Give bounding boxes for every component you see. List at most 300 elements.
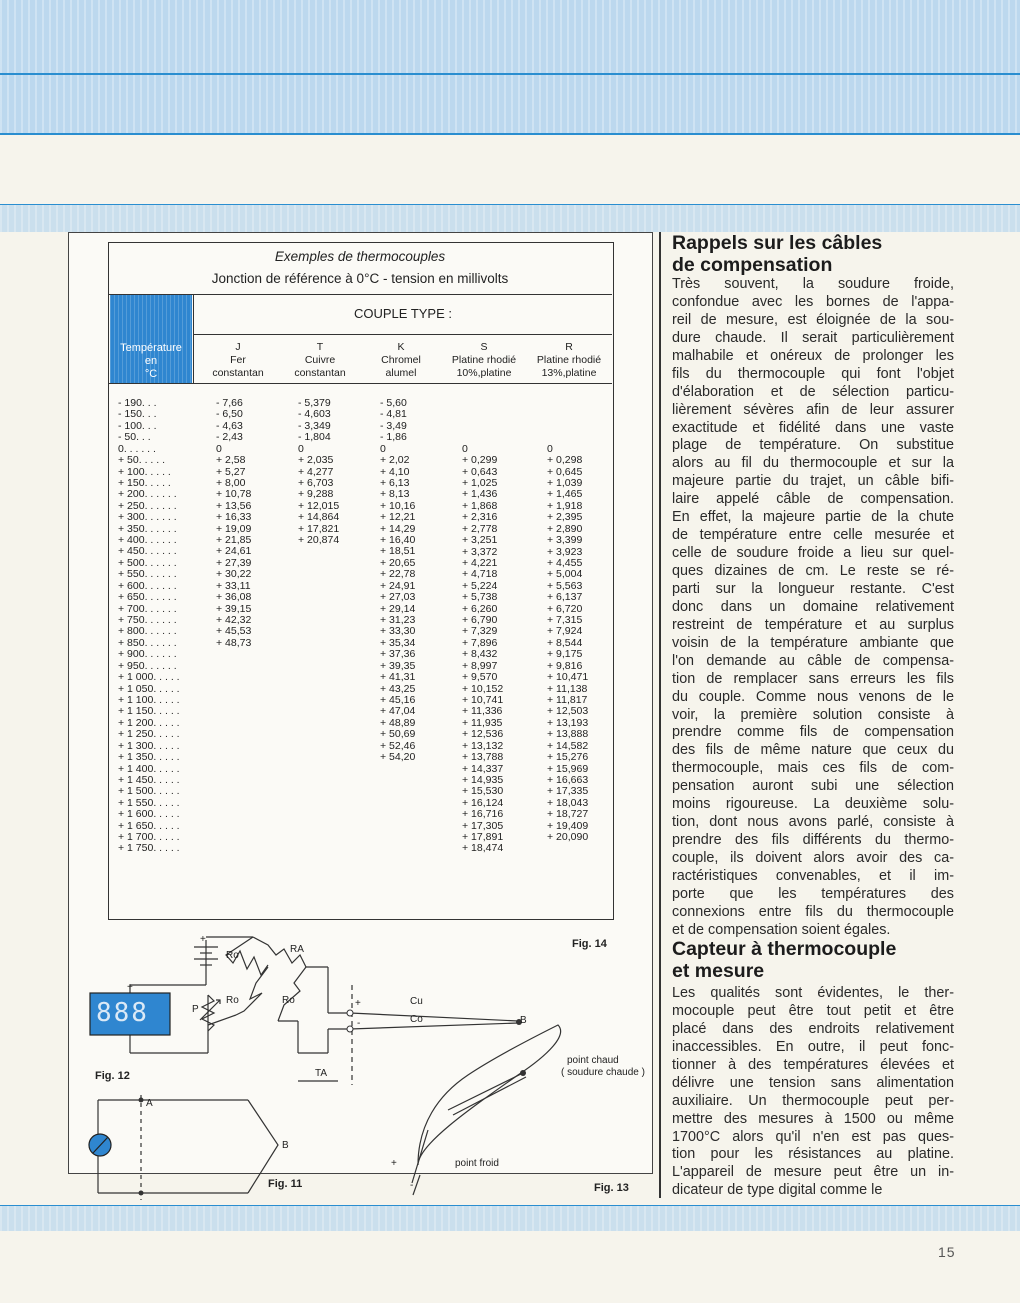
table-cell: + 15,969 — [547, 762, 589, 775]
table-title: Exemples de thermocouples — [274, 249, 446, 264]
table-cell: + 11,138 — [547, 682, 588, 695]
header-line: Chromel — [381, 354, 421, 366]
table-cell: + 17,335 — [547, 785, 589, 798]
table-cell: + 18,51 — [380, 545, 416, 558]
table-cell: + 9,288 — [298, 488, 334, 501]
column-header-R — [528, 341, 610, 380]
table-cell: + 13,193 — [547, 716, 589, 729]
table-cell: + 35,34 — [380, 636, 416, 649]
table-cell: + 2,778 — [462, 522, 498, 535]
table-cell: + 5,224 — [462, 579, 498, 592]
text-line: Très souvent, la soudure froide, — [672, 276, 954, 292]
heading-line: Capteur à thermocouple — [672, 938, 897, 960]
label-ro: Ro — [226, 995, 239, 1006]
label-minus: - — [357, 1018, 361, 1029]
type-T-column — [298, 398, 339, 546]
header-line: Platine rhodié — [451, 354, 517, 366]
table-cell: + 1 150. . . . . — [118, 705, 180, 718]
column-header-S — [442, 341, 526, 380]
table-cell: + 1 050. . . . . — [118, 682, 180, 695]
table-cell: + 17,305 — [462, 819, 504, 832]
table-cell: + 2,58 — [216, 454, 246, 467]
table-cell: + 50. . . . . — [118, 454, 165, 467]
table-cell: + 2,035 — [298, 454, 334, 467]
table-cell: + 19,409 — [547, 819, 589, 832]
header-line: Cuivre — [304, 354, 336, 366]
heading-line: Rappels sur les câbles — [672, 232, 883, 254]
text-line: prendre comme fils de compensation — [672, 724, 954, 741]
temp-header-line: Température — [120, 342, 182, 354]
table-cell: - 1,804 — [298, 431, 331, 444]
table-cell: + 400. . . . . . — [118, 534, 177, 547]
header-type: S — [480, 341, 488, 353]
table-cell: + 8,13 — [380, 488, 410, 501]
text-line: plage de température. On substitue — [672, 437, 954, 454]
label-plus: + — [127, 982, 133, 993]
text-line: Les qualités sont évidentes, le ther- — [672, 985, 954, 1001]
table-cell: + 16,663 — [547, 773, 589, 786]
text-line: moins rigoureuse. La deuxième solu- — [672, 796, 954, 813]
text-line: fils du thermocouple qui font l'objet — [672, 365, 954, 382]
header-type: T — [316, 341, 324, 353]
text-line: et de compensation soient égales. — [672, 921, 891, 938]
table-cell: - 4,63 — [216, 419, 243, 432]
table-cell: + 3,923 — [547, 545, 583, 558]
table-cell: + 2,395 — [547, 511, 583, 524]
table-cell: + 6,703 — [298, 476, 334, 489]
text-line: d'élaboration et de sélection particu- — [672, 383, 954, 400]
paragraph-capteur — [672, 985, 954, 1200]
table-cell: + 3,399 — [547, 534, 583, 547]
table-cell: + 1 650. . . . . — [118, 819, 180, 832]
table-cell: + 10,16 — [380, 499, 416, 512]
table-cell: + 150. . . . . — [118, 476, 171, 489]
table-cell: - 6,50 — [216, 408, 243, 421]
table-cell: + 8,00 — [216, 476, 246, 489]
header-band-mid — [0, 75, 1020, 133]
table-cell: + 6,790 — [462, 614, 498, 627]
text-line: mocouple peut être tout petit et être — [672, 1002, 954, 1019]
couple-type-header: COUPLE TYPE : — [353, 306, 452, 321]
table-cell: + 0,643 — [462, 465, 498, 478]
header-line: alumel — [385, 367, 417, 379]
table-cell: + 100. . . . . — [118, 465, 171, 478]
table-cell: + 4,277 — [298, 465, 334, 478]
temp-header-line: °C — [144, 368, 158, 380]
footer-rule — [0, 1205, 1020, 1206]
table-cell: + 24,61 — [216, 545, 252, 558]
table-cell: + 31,23 — [380, 614, 416, 627]
text-line: reil de mesure, est éloignée de la sou- — [672, 311, 954, 328]
table-cell: + 500. . . . . . — [118, 556, 177, 569]
table-cell: + 16,124 — [462, 796, 504, 809]
table-cell: + 1 450. . . . . — [118, 773, 180, 786]
text-line: auxiliaire. Un thermocouple peut per- — [672, 1092, 954, 1109]
table-cell: - 150. . . — [118, 408, 157, 421]
table-cell: + 1,868 — [462, 499, 498, 512]
table-cell: + 350. . . . . . — [118, 522, 177, 535]
table-cell: - 5,379 — [298, 397, 331, 409]
table-cell: + 750. . . . . . — [118, 614, 177, 627]
table-cell: + 17,891 — [462, 831, 504, 844]
table-cell: + 18,474 — [462, 842, 504, 855]
table-cell: + 7,896 — [462, 636, 498, 649]
table-cell: + 13,788 — [462, 751, 504, 764]
table-cell: + 21,85 — [216, 534, 252, 547]
table-cell: + 9,570 — [462, 671, 498, 684]
table-cell: + 9,816 — [547, 659, 583, 672]
header-line: constantan — [212, 367, 264, 379]
table-cell: + 10,78 — [216, 488, 252, 501]
heading-rappels — [672, 232, 954, 276]
table-cell: + 0,645 — [547, 465, 583, 478]
heading-capteur — [672, 938, 954, 982]
header-type: J — [235, 341, 241, 353]
text-line: couple, ils doivent alors avoir des ca- — [672, 850, 954, 866]
column-header-J — [203, 341, 273, 380]
table-cell: + 650. . . . . . — [118, 591, 177, 604]
table-cell: + 22,78 — [380, 568, 416, 581]
heading-line: et mesure — [672, 960, 765, 982]
table-cell: + 3,251 — [462, 534, 498, 547]
text-line: laire appelé câble de compensation. — [672, 491, 954, 508]
text-line: connexions entre fils du thermocouple — [672, 903, 954, 920]
table-cell: + 19,09 — [216, 522, 252, 535]
table-cell: + 4,10 — [380, 465, 410, 478]
footer-band — [0, 1205, 1020, 1231]
text-line: de température entre celle mesurée et — [672, 527, 954, 544]
table-cell: - 190. . . — [118, 397, 157, 409]
text-line: celle de soudure froide a lieu sur quel- — [672, 545, 954, 562]
table-divider — [109, 383, 612, 384]
text-line: délivre une tension sans alimentation — [672, 1074, 954, 1091]
type-S-column — [462, 444, 503, 855]
label-co: Co — [410, 1014, 423, 1025]
text-line: majeure partie du trajet, un câble bifi- — [672, 473, 954, 490]
table-cell: 0. . . . . . — [118, 442, 156, 455]
label-ra: RA — [290, 944, 304, 955]
table-cell: + 33,11 — [216, 579, 251, 592]
table-cell: + 4,455 — [547, 556, 583, 569]
circuit-figures — [68, 925, 651, 1200]
table-cell: + 1 200. . . . . — [118, 716, 180, 729]
table-cell: + 41,31 — [380, 671, 416, 684]
table-cell: + 11,935 — [462, 716, 503, 729]
table-cell: + 45,16 — [380, 693, 416, 706]
text-line: ques dizaines de cm. Le reste se ré- — [672, 563, 954, 579]
header-type: R — [565, 341, 573, 353]
table-cell: + 12,21 — [380, 511, 416, 524]
table-cell: + 27,03 — [380, 591, 416, 604]
header-line: 13%,platine — [541, 367, 597, 379]
digital-display-readout: 888 — [96, 998, 149, 1028]
table-cell: + 9,175 — [547, 648, 583, 661]
table-cell: + 600. . . . . . — [118, 579, 177, 592]
table-cell: + 43,25 — [380, 682, 416, 695]
label-p: P — [192, 1004, 199, 1015]
label-plus: + — [200, 934, 206, 945]
table-cell: + 200. . . . . . — [118, 488, 177, 501]
table-cell: + 1,465 — [547, 488, 583, 501]
table-cell: + 1 300. . . . . — [118, 739, 180, 752]
table-cell: + 7,315 — [547, 614, 583, 627]
label-ro: Ro — [226, 950, 239, 961]
header-band-top — [0, 0, 1020, 73]
table-cell: + 48,89 — [380, 716, 416, 729]
text-line: tion pour les résistances au platine. — [672, 1146, 954, 1163]
table-cell: + 950. . . . . . — [118, 659, 177, 672]
table-cell: + 15,530 — [462, 785, 504, 798]
table-cell: + 7,329 — [462, 625, 498, 638]
text-line: l'on demande au câble de compensa- — [672, 652, 954, 669]
table-cell: + 1 500. . . . . — [118, 785, 180, 798]
table-divider — [194, 334, 612, 335]
text-line: inaccessibles. En outre, il peut fonc- — [672, 1038, 954, 1055]
table-cell: + 1 250. . . . . — [118, 728, 180, 741]
header-type: K — [397, 341, 405, 353]
text-line: dicateur de type digital comme le — [672, 1182, 883, 1199]
table-cell: - 4,81 — [380, 408, 407, 421]
table-cell: + 16,33 — [216, 511, 252, 524]
table-cell: - 3,49 — [380, 419, 407, 432]
table-cell: + 39,15 — [216, 602, 252, 615]
text-line: donc dans un domaine relativement — [672, 598, 954, 615]
text-line: porte que les températures des — [672, 885, 954, 902]
table-cell: + 15,276 — [547, 751, 589, 764]
table-cell: + 2,316 — [462, 511, 498, 524]
table-cell: + 30,22 — [216, 568, 252, 581]
table-cell: + 1 100. . . . . — [118, 693, 180, 706]
label-b: B — [282, 1140, 289, 1151]
table-cell: + 850. . . . . . — [118, 636, 177, 649]
table-cell: + 4,718 — [462, 568, 498, 581]
text-line: parti sur la longueur restante. C'est — [672, 580, 954, 597]
label-soudure-chaude: ( soudure chaude ) — [561, 1067, 645, 1078]
table-cell: + 4,221 — [462, 556, 498, 569]
text-line: du couple. Comme nous venons de le — [672, 688, 954, 705]
table-cell: + 18,727 — [547, 808, 589, 821]
table-cell: + 10,741 — [462, 694, 504, 706]
table-cell: 0 — [462, 442, 468, 455]
table-cell: + 1 400. . . . . — [118, 762, 180, 775]
temp-header-line: en — [144, 355, 158, 367]
table-cell: + 20,65 — [380, 556, 416, 569]
heading-line: de compensation — [672, 254, 833, 276]
text-line: dure chaude. Il serait particulièrement — [672, 329, 954, 346]
table-cell: + 1 350. . . . . — [118, 751, 180, 764]
text-line: pensation auront subi une sélection — [672, 778, 954, 795]
table-cell: + 20,874 — [298, 534, 340, 547]
table-cell: + 1,025 — [462, 476, 498, 489]
table-cell: + 47,04 — [380, 705, 416, 718]
table-cell: + 450. . . . . . — [118, 545, 177, 558]
table-cell: 0 — [547, 442, 553, 455]
table-cell: + 6,720 — [547, 602, 583, 615]
table-cell: + 1,918 — [547, 499, 583, 512]
table-cell: + 14,337 — [462, 762, 504, 775]
table-cell: + 300. . . . . . — [118, 511, 177, 524]
text-line: thermocouple, mais ces fils de com- — [672, 760, 954, 777]
table-cell: + 13,132 — [462, 739, 504, 752]
table-cell: + 12,536 — [462, 728, 504, 741]
table-cell: + 54,20 — [380, 751, 416, 764]
header-line: Platine rhodié — [536, 354, 602, 366]
table-cell: + 48,73 — [216, 636, 252, 649]
table-cell: + 6,13 — [380, 476, 410, 489]
table-cell: + 700. . . . . . — [118, 602, 177, 615]
table-cell: + 5,004 — [547, 568, 583, 581]
label-ro: Ro — [282, 995, 295, 1006]
text-line: En effet, la majeure partie de la chute — [672, 509, 954, 526]
table-cell: + 1 700. . . . . — [118, 831, 180, 844]
table-cell: + 12,503 — [547, 705, 589, 718]
table-cell: 0 — [298, 442, 304, 455]
text-line: restreint de température et au surplus — [672, 616, 954, 633]
table-cell: + 8,544 — [547, 636, 583, 649]
header-rule-2 — [0, 133, 1020, 135]
table-cell: + 11,817 — [547, 694, 588, 706]
table-cell: + 800. . . . . . — [118, 625, 177, 638]
label-minus: - — [410, 1180, 414, 1191]
label-point-froid: point froid — [455, 1158, 499, 1169]
table-cell: + 33,30 — [380, 625, 416, 638]
table-cell: - 7,66 — [216, 397, 243, 409]
table-cell: + 29,14 — [380, 602, 416, 615]
table-cell: 0 — [216, 442, 222, 455]
text-line: des fils de même nature que ceux du — [672, 742, 954, 759]
label-a: A — [146, 1098, 153, 1109]
table-cell: 0 — [380, 442, 386, 455]
table-cell: + 900. . . . . . — [118, 648, 177, 661]
text-line: prendre des fils différents du thermo- — [672, 832, 954, 849]
text-line: malhabile et onéreux de prolonger les — [672, 347, 954, 364]
text-line: tion, dont nous avons parlé, consiste à — [672, 814, 954, 831]
table-cell: + 7,924 — [547, 625, 583, 638]
table-cell: + 5,27 — [216, 465, 246, 478]
table-cell: - 3,349 — [298, 419, 331, 432]
table-cell: + 17,821 — [298, 522, 340, 535]
table-cell: + 1 600. . . . . — [118, 808, 180, 821]
text-line: voir, la première solution consiste à — [672, 706, 954, 723]
table-cell: + 1 000. . . . . — [118, 671, 180, 684]
label-plus: + — [355, 998, 361, 1009]
text-line: tionner à des températures élevées et — [672, 1056, 954, 1073]
text-line: 1700°C alors qu'il n'en est pas ques- — [672, 1128, 954, 1145]
label-point-chaud: point chaud — [567, 1055, 619, 1066]
table-cell: + 550. . . . . . — [118, 568, 177, 581]
text-line: tion de remplacer sans erreurs les fils — [672, 670, 954, 687]
table-cell: + 16,716 — [462, 808, 504, 821]
table-cell: + 1,436 — [462, 488, 498, 501]
text-line: exactitude et fidélité dans une vaste — [672, 419, 954, 436]
label-b: B — [520, 1015, 527, 1026]
header-line: Fer — [230, 354, 246, 366]
table-cell: - 100. . . — [118, 419, 157, 432]
text-line: placé dans des endroits relativement — [672, 1020, 954, 1037]
type-R-column — [547, 444, 588, 844]
table-cell: + 18,043 — [547, 796, 589, 809]
table-cell: + 50,69 — [380, 728, 416, 741]
text-line: mettre des mesures à 1500 ou même — [672, 1110, 954, 1127]
table-cell: + 1 750. . . . . — [118, 842, 180, 855]
fig-13-caption: Fig. 13 — [594, 1182, 629, 1194]
table-cell: + 14,864 — [298, 511, 340, 524]
table-cell: + 1,039 — [547, 476, 583, 489]
table-cell: + 0,299 — [462, 454, 498, 467]
table-cell: - 5,60 — [380, 397, 407, 409]
fig-12-caption: Fig. 12 — [95, 1070, 130, 1082]
table-cell: + 5,738 — [462, 591, 498, 604]
table-cell: + 13,888 — [547, 728, 589, 741]
header-line: constantan — [294, 367, 346, 379]
table-cell: + 39,35 — [380, 659, 416, 672]
table-cell: - 50. . . — [118, 431, 151, 444]
table-cell: + 14,29 — [380, 522, 416, 535]
table-cell: + 27,39 — [216, 556, 252, 569]
table-cell: + 20,090 — [547, 831, 589, 844]
table-subtitle: Jonction de référence à 0°C - tension en millivolts — [211, 271, 509, 286]
column-header-K — [369, 341, 433, 380]
table-cell: + 24,91 — [380, 579, 416, 592]
table-cell: + 37,36 — [380, 648, 416, 661]
type-J-column — [216, 398, 251, 649]
label-plus: + — [391, 1158, 397, 1169]
table-cell: + 11,336 — [462, 705, 503, 718]
header-line: 10%,platine — [456, 367, 512, 379]
table-cell: + 45,53 — [216, 625, 252, 638]
table-cell: + 3,372 — [462, 545, 498, 558]
table-cell: - 4,603 — [298, 408, 331, 421]
text-line: alors au fil du thermocouple et sur la — [672, 455, 954, 472]
text-line: lièrement sévères afin de leur assurer — [672, 401, 954, 418]
table-cell: + 2,02 — [380, 454, 410, 467]
table-cell: + 14,582 — [547, 739, 589, 752]
label-ta: TA — [315, 1068, 328, 1079]
type-K-column — [380, 398, 415, 764]
table-cell: + 52,46 — [380, 739, 416, 752]
paragraph-compensation — [672, 276, 954, 940]
table-cell: + 6,137 — [547, 591, 583, 604]
table-cell: + 5,563 — [547, 579, 583, 592]
table-cell: + 16,40 — [380, 534, 416, 547]
table-cell: + 0,298 — [547, 454, 583, 467]
header-band-low — [0, 205, 1020, 232]
table-cell: + 14,935 — [462, 773, 504, 786]
table-cell: + 42,32 — [216, 614, 252, 627]
text-line: L'appareil de mesure peut être un in- — [672, 1164, 954, 1181]
temperature-column — [118, 398, 180, 855]
table-cell: - 2,43 — [216, 431, 243, 444]
fig-11-caption: Fig. 11 — [268, 1178, 303, 1190]
table-cell: - 1,86 — [380, 431, 407, 444]
table-cell: + 2,890 — [547, 522, 583, 535]
column-header-T — [284, 341, 356, 380]
table-cell: + 10,471 — [547, 671, 589, 684]
table-cell: + 36,08 — [216, 591, 252, 604]
label-cu: Cu — [410, 996, 423, 1007]
temperature-header-cell — [110, 295, 192, 383]
table-cell: + 8,432 — [462, 648, 498, 661]
fig-14-caption: Fig. 14 — [572, 938, 607, 950]
table-cell: + 10,152 — [462, 682, 504, 695]
table-cell: + 250. . . . . . — [118, 499, 177, 512]
page-number: 15 — [938, 1244, 956, 1260]
column-separator — [659, 232, 661, 1198]
text-line: voisin de la température ambiante que — [672, 634, 954, 651]
text-line: ractéristiques convenables, et il im- — [672, 867, 954, 884]
text-line: confondue avec les bornes de l'appa- — [672, 293, 954, 310]
table-cell: + 8,997 — [462, 659, 498, 672]
